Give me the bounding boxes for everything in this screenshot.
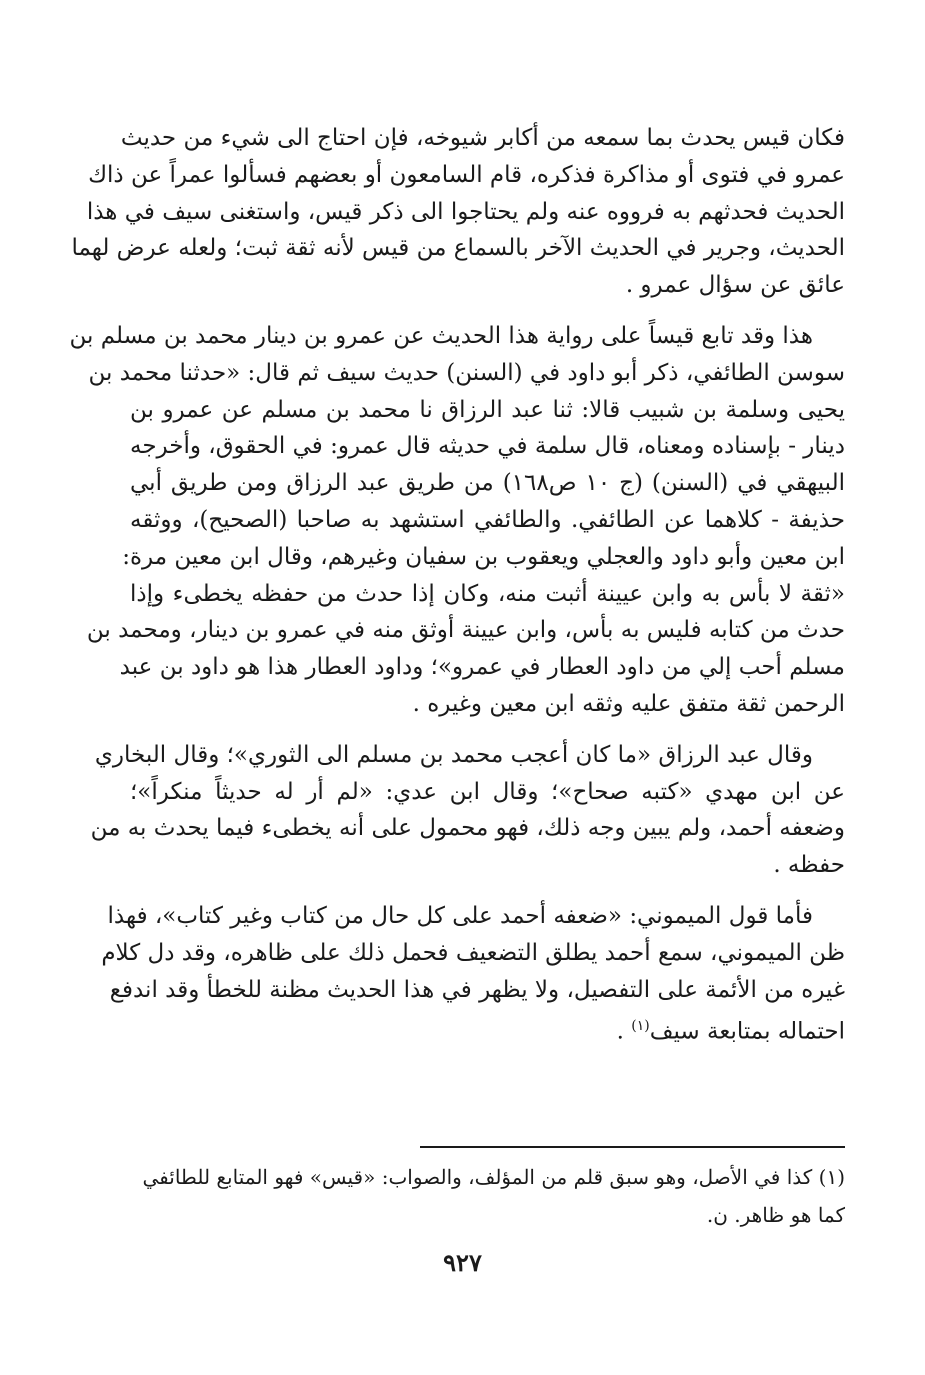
- text-line: غيره من الأئمة على التفصيل، ولا يظهر في هذا الحديث مظنة للخطأ وقد اندفع: [109, 976, 845, 1003]
- footnote-line: (١) كذا في الأصل، وهو سبق قلم من المؤلف، والصواب: «قيس» فهو المتابع للطائفي: [142, 1165, 845, 1189]
- paragraph-1: [71, 120, 845, 304]
- text-line: دينار - بإسناده ومعناه، قال سلمة في حديثه قال عمرو: في الحقوق، وأخرجه: [130, 433, 845, 460]
- main-text: [69, 120, 845, 1051]
- text-line-with-footnote: [130, 1008, 845, 1050]
- text-line: فأما قول الميموني: «ضعفه أحمد على كل حال من كتاب وغير كتاب»، فهذا: [107, 902, 813, 929]
- text-line: يحيى وسلمة بن شبيب قالا: ثنا عبد الرزاق نا محمد بن مسلم عن عمرو بن: [130, 396, 845, 423]
- text-line: عمرو في فتوى أو مذاكرة فذكره، قام السامعون أو بعضهم فسألوا عمراً عن ذاك: [88, 161, 845, 188]
- text-line: الحديث، وجرير في الحديث الآخر بالسماع من قيس لأنه ثقة ثبت؛ ولعله عرض لهما: [71, 235, 845, 262]
- paragraph-2: [69, 318, 845, 723]
- paragraph-3: [90, 737, 845, 884]
- footnote-divider: [420, 1146, 845, 1148]
- text-line: الحديث فحدثهم به فرووه عنه ولم يحتاجوا الى ذكر قيس، واستغنى سيف في هذا: [86, 198, 845, 225]
- footnote-line: كما هو ظاهر. ن.: [706, 1203, 845, 1227]
- page-number: ٩٢٧: [443, 1248, 482, 1277]
- text-line: وضعفه أحمد، ولم يبين وجه ذلك، فهو محمول على أنه يخطىء فيما يحدث به من: [90, 815, 845, 842]
- text-line: سوسن الطائفي، ذكر أبو داود في (السنن) حديث سيف ثم قال: «حدثنا محمد بن: [88, 359, 845, 386]
- text-line: ظن الميموني، سمع أحمد يطلق التضعيف فحمل ذلك على ظاهره، وقد دل كلام: [101, 939, 845, 966]
- text-line: حدث من كتابه فليس به بأس، وابن عيينة أوثق منه في عمرو بن دينار، ومحمد بن: [86, 617, 845, 644]
- text-line: احتماله بمتابعة سيف: [649, 1018, 845, 1045]
- text-line: ابن معين وأبو داود والعجلي ويعقوب بن سفيان وغيرهم، وقال ابن معين مرة:: [122, 543, 845, 570]
- text-line: حذيفة - كلاهما عن الطائفي. والطائفي استشهد به صاحبا (الصحيح)، ووثقه: [130, 506, 845, 533]
- text-line: الرحمن ثقة متفق عليه وثقه ابن معين وغيره .: [412, 690, 845, 717]
- line-ending: .: [616, 1018, 632, 1045]
- text-line: حفظه .: [773, 852, 845, 879]
- text-line: هذا وقد تابع قيساً على رواية هذا الحديث عن عمرو بن دينار محمد بن مسلم بن: [69, 322, 813, 349]
- footnote-reference[interactable]: (١): [631, 1018, 650, 1035]
- text-line: مسلم أحب إلي من داود العطار في عمرو»؛ وداود العطار هذا هو داود بن عبد: [119, 654, 845, 681]
- text-line: عائق عن سؤال عمرو .: [625, 272, 845, 299]
- text-line: عن ابن مهدي «كتبه صحاح»؛ وقال ابن عدي: «لم أر له حديثاً منكراً»؛: [130, 778, 845, 805]
- text-line: البيهقي في (السنن) (ج ١٠ ص١٦٨) من طريق عبد الرزاق ومن طريق أبي: [130, 470, 845, 497]
- text-line: وقال عبد الرزاق «ما كان أعجب محمد بن مسلم الى الثوري»؛ وقال البخاري: [94, 741, 813, 768]
- text-line: فكان قيس يحدث بما سمعه من أكابر شيوخه، فإن احتاج الى شيء من حديث: [120, 125, 845, 151]
- footnote: [130, 1158, 845, 1234]
- text-line: «ثقة لا بأس به وابن عيينة أثبت منه، وكان إذا حدث من حفظه يخطىء وإذا: [130, 580, 845, 607]
- paragraph-4: [101, 898, 845, 1051]
